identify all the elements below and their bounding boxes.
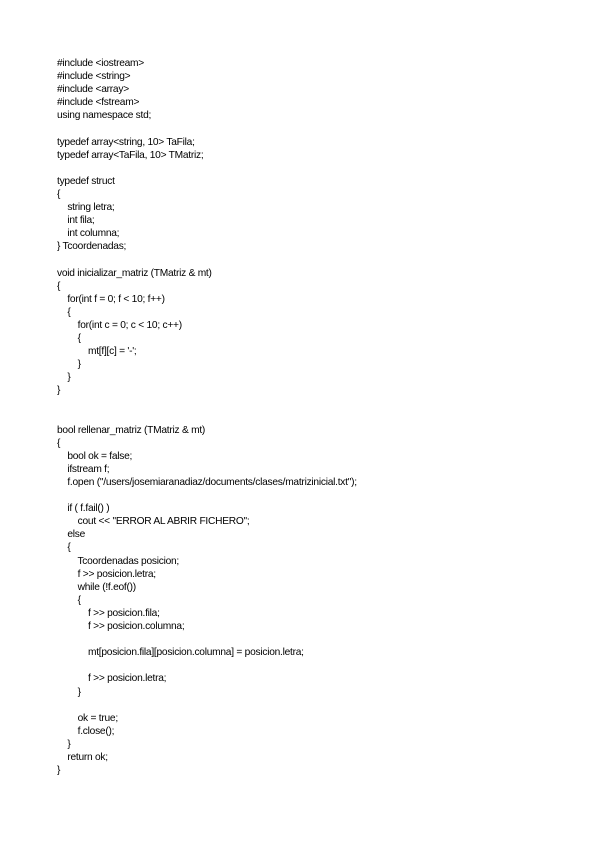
code-line: f >> posicion.fila; xyxy=(57,607,160,619)
code-line xyxy=(57,162,357,175)
code-line: { xyxy=(57,188,61,200)
code-line: { xyxy=(57,332,81,344)
code-line: typedef struct xyxy=(57,175,115,187)
code-line: cout << "ERROR AL ABRIR FICHERO"; xyxy=(57,516,250,528)
code-line: void inicializar_matriz (TMatriz & mt) xyxy=(57,267,212,279)
code-line: } xyxy=(57,385,61,397)
code-line: f >> posicion.columna; xyxy=(57,621,185,633)
code-line: #include <string> xyxy=(57,71,131,83)
code-line: typedef array<TaFila, 10> TMatriz; xyxy=(57,149,204,161)
code-line: mt[f][c] = '-'; xyxy=(57,346,137,358)
code-line xyxy=(57,253,357,266)
code-line: f.open ("/users/josemiaranadiaz/documents/clases/matrizinicial.txt"); xyxy=(57,477,357,488)
code-line: f >> posicion.letra; xyxy=(57,673,167,685)
code-line: { xyxy=(57,280,61,292)
code-line: Tcoordenadas posicion; xyxy=(57,555,179,567)
code-line: for(int f = 0; f < 10; f++) xyxy=(57,293,165,305)
code-line xyxy=(57,699,357,712)
code-line: typedef array<string, 10> TaFila; xyxy=(57,136,195,148)
code-line: bool ok = false; xyxy=(57,450,133,462)
code-line: } xyxy=(57,359,81,371)
code-line: ok = true; xyxy=(57,712,118,724)
code-line: { xyxy=(57,594,81,606)
code-line xyxy=(57,633,357,646)
code-line: } xyxy=(57,372,71,384)
code-line xyxy=(57,411,357,424)
code-line: while (!f.eof()) xyxy=(57,581,136,593)
code-line: f.close(); xyxy=(57,725,115,737)
code-line: string letra; xyxy=(57,202,115,214)
code-line: int columna; xyxy=(57,228,120,240)
code-line xyxy=(57,489,357,502)
code-line: { xyxy=(57,542,71,554)
code-line: } xyxy=(57,686,81,698)
code-line: #include <fstream> xyxy=(57,97,140,109)
code-line xyxy=(57,397,357,410)
code-line: #include <iostream> xyxy=(57,58,144,69)
code-line: if ( f.fail() ) xyxy=(57,503,110,515)
code-line: } xyxy=(57,738,71,750)
code-line: #include <array> xyxy=(57,84,129,96)
code-line: { xyxy=(57,306,71,318)
code-line: return ok; xyxy=(57,751,108,763)
code-line: } Tcoordenadas; xyxy=(57,241,127,253)
code-line: { xyxy=(57,437,61,449)
code-line xyxy=(57,122,357,135)
code-line: for(int c = 0; c < 10; c++) xyxy=(57,319,182,331)
source-code-listing xyxy=(57,57,357,777)
code-line: mt[posicion.fila][posicion.columna] = posicion.letra; xyxy=(57,647,304,659)
code-line: ifstream f; xyxy=(57,463,110,475)
code-line: else xyxy=(57,529,86,541)
code-line: int fila; xyxy=(57,215,95,227)
code-line: using namespace std; xyxy=(57,110,152,122)
code-line: bool rellenar_matriz (TMatriz & mt) xyxy=(57,424,206,436)
code-line: f >> posicion.letra; xyxy=(57,568,156,580)
code-line: } xyxy=(57,765,61,777)
code-line xyxy=(57,659,357,672)
